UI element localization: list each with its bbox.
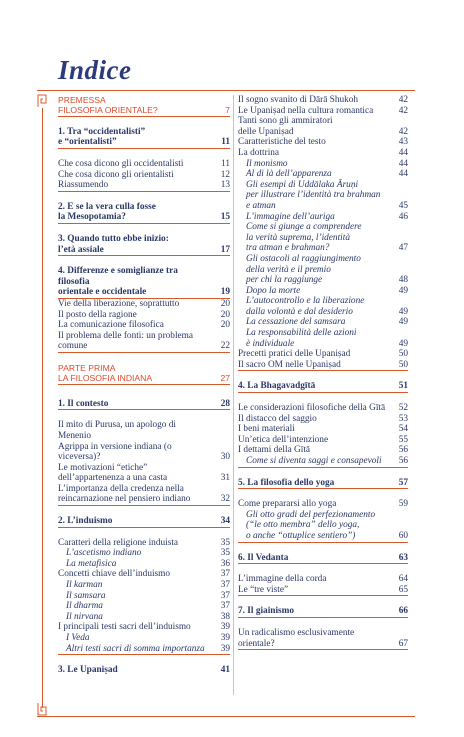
toc-entry[interactable] — [238, 180, 408, 212]
toc-right-column — [238, 95, 408, 650]
toc-entry-title: 3. Le Upaniṣad — [58, 665, 118, 676]
toc-entry-title: Le Upaniṣad nella cultura romantica — [238, 105, 374, 116]
toc-entry-page: 15 — [220, 212, 230, 223]
toc-entry-title: Un’etica dell’intenzione — [238, 434, 329, 445]
toc-entry-title: Un radicalismo esclusivamente orientale? — [238, 627, 355, 649]
toc-entry-title: Dopo la morte — [246, 285, 301, 296]
toc-entry-title: Le motivazioni “etiche” dell’appartenenza a una casta — [58, 462, 168, 484]
toc-entry[interactable] — [238, 222, 408, 254]
toc-entry[interactable] — [238, 169, 408, 180]
toc-entry-page: 49 — [398, 317, 408, 328]
toc-entry[interactable] — [58, 420, 230, 462]
toc-entry[interactable] — [58, 320, 230, 331]
toc-entry-title: L’ascetismo indiano — [66, 548, 142, 559]
toc-entry-title: 2. E se la vera culla fosse la Mesopotamia? — [58, 201, 156, 223]
toc-entry[interactable] — [238, 254, 408, 286]
toc-entry[interactable] — [238, 574, 408, 585]
toc-entry-title: L’immagine della corda — [238, 574, 327, 585]
toc-entry-title: Concetti chiave dell’induismo — [58, 569, 171, 580]
toc-entry[interactable] — [58, 665, 230, 676]
toc-entry-page: 55 — [398, 434, 408, 445]
toc-entry-title: I beni materiali — [238, 424, 295, 435]
toc-entry-title: Altri testi sacri di somma importanza — [66, 643, 205, 654]
toc-entry-page: 17 — [220, 244, 230, 255]
toc-entry[interactable] — [238, 360, 408, 372]
toc-entry-page: 42 — [398, 105, 408, 116]
toc-entry-page: 50 — [398, 359, 408, 370]
toc-entry-page: 53 — [398, 413, 408, 424]
toc-entry[interactable] — [58, 559, 230, 570]
toc-left-column — [58, 95, 230, 676]
toc-entry[interactable] — [238, 478, 408, 490]
toc-entry[interactable] — [58, 580, 230, 591]
toc-entry[interactable] — [58, 601, 230, 612]
toc-entry[interactable] — [58, 363, 230, 385]
toc-entry-title: Il karman — [66, 580, 103, 591]
toc-entry[interactable] — [238, 403, 408, 414]
toc-entry-title: Il posto della ragione — [58, 309, 137, 320]
toc-entry-title: Come si giunge a comprendere la verità suprema, l’identità tra atman e brahman? — [246, 222, 362, 254]
toc-entry-page: 63 — [398, 552, 408, 563]
toc-entry-page: 56 — [398, 456, 408, 466]
toc-entry[interactable] — [238, 424, 408, 435]
toc-entry-title: Gli ostacoli al raggiungimento della verità e il premio per chi la raggiunge — [246, 253, 361, 286]
toc-entry[interactable] — [238, 317, 408, 328]
toc-entry-title: Il dharma — [66, 601, 103, 612]
toc-entry-page: 37 — [220, 601, 230, 612]
toc-entry-title: 7. Il giainismo — [238, 606, 295, 617]
toc-entry[interactable] — [58, 622, 230, 633]
toc-entry-page: 41 — [220, 665, 230, 676]
toc-entry-page: 38 — [220, 611, 230, 622]
toc-entry-page: 30 — [220, 452, 230, 463]
toc-entry-page: 50 — [398, 349, 408, 360]
toc-entry-title: Precetti pratici delle Upaniṣad — [238, 349, 351, 360]
toc-entry-page: 42 — [398, 126, 408, 137]
toc-entry-title: 5. La filosofia dello yoga — [238, 477, 335, 488]
toc-entry-title: Il sogno svanito di Dārā Shukoh — [238, 95, 359, 105]
toc-entry[interactable] — [238, 510, 408, 543]
toc-entry-page: 20 — [220, 298, 230, 309]
toc-entry[interactable] — [58, 234, 230, 256]
toc-entry[interactable] — [238, 553, 408, 565]
toc-entry[interactable] — [238, 116, 408, 137]
toc-entry[interactable] — [238, 349, 408, 360]
toc-entry-page: 32 — [220, 494, 230, 505]
toc-entry-page: 20 — [220, 309, 230, 320]
toc-entry-page: 49 — [398, 306, 408, 317]
toc-entry[interactable] — [238, 106, 408, 117]
toc-entry-title: L’importanza della credenza nella reincarnazione nel pensiero indiano — [58, 483, 191, 505]
toc-entry-title: 1. Tra “occidentalisti” e “orientalisti” — [58, 126, 146, 148]
toc-entry[interactable] — [238, 148, 408, 159]
toc-entry[interactable] — [238, 499, 408, 510]
toc-entry[interactable] — [58, 310, 230, 321]
toc-entry-title: Il distacco del saggio — [238, 413, 317, 424]
toc-entry-page: 48 — [398, 275, 408, 286]
toc-entry[interactable] — [58, 548, 230, 559]
toc-entry-page: 42 — [398, 95, 408, 105]
toc-entry-title: I principali testi sacri dell’induismo — [58, 622, 191, 633]
toc-entry-page: 39 — [220, 622, 230, 633]
toc-entry-page: 37 — [220, 590, 230, 601]
toc-entry-page: 59 — [398, 499, 408, 510]
toc-entry-title: La metafisica — [66, 558, 117, 569]
toc-entry-page: 37 — [220, 580, 230, 591]
toc-entry-title: Al di là dell’apparenza — [246, 169, 332, 180]
toc-entry-page: 57 — [398, 477, 408, 488]
toc-entry-page: 11 — [221, 137, 230, 148]
toc-entry[interactable] — [238, 381, 408, 393]
toc-entry[interactable] — [238, 159, 408, 170]
toc-entry-title: Il problema delle fonti: un problema comune — [58, 330, 194, 352]
toc-entry-page: 35 — [220, 537, 230, 548]
toc-entry-title: Il monismo — [246, 158, 288, 169]
frame-left-rule — [42, 108, 43, 708]
toc-entry-title: Riassumendo — [58, 180, 109, 191]
toc-entry[interactable] — [238, 628, 408, 650]
toc-entry[interactable] — [238, 456, 408, 468]
toc-entry-page: 52 — [398, 403, 408, 414]
toc-entry[interactable] — [238, 328, 408, 349]
toc-entry[interactable] — [238, 435, 408, 446]
toc-entry[interactable] — [238, 212, 408, 223]
toc-entry[interactable] — [238, 296, 408, 317]
toc-entry-page: 27 — [220, 373, 230, 384]
toc-entry-page: 66 — [398, 606, 408, 617]
column-divider — [233, 95, 234, 695]
toc-entry-page: 39 — [220, 633, 230, 643]
toc-entry-title: 3. Quando tutto ebbe inizio: l’età assiale — [58, 233, 169, 255]
toc-entry[interactable] — [58, 538, 230, 549]
toc-entry-page: 35 — [220, 548, 230, 559]
toc-entry-page: 54 — [398, 424, 408, 435]
toc-entry-page: 60 — [398, 530, 408, 541]
toc-entry-page: 11 — [221, 159, 230, 169]
toc-entry-title: La responsabilità delle azioni è individuale — [246, 328, 357, 349]
toc-entry-page: 49 — [398, 338, 408, 349]
toc-entry-page: 67 — [398, 638, 408, 649]
toc-entry[interactable] — [58, 612, 230, 623]
toc-entry-page: 39 — [220, 643, 230, 654]
toc-entry-title: 2. L’induismo — [58, 516, 113, 527]
toc-entry-title: PREMESSA FILOSOFIA ORIENTALE? — [58, 95, 158, 116]
toc-entry-page: 46 — [398, 211, 408, 222]
frame-top-rule — [37, 90, 415, 91]
toc-entry-title: Le considerazioni filosofiche della Gītā — [238, 403, 386, 414]
toc-entry-title: Che cosa dicono gli orientalisti — [58, 169, 174, 180]
toc-entry[interactable] — [58, 516, 230, 528]
frame-bottom-rule — [37, 716, 415, 717]
toc-entry-title: Gli esempi di Uddālaka Āruṇi per illustrare l’identità tra brahman e atman — [246, 179, 381, 211]
toc-entry-page: 65 — [398, 584, 408, 595]
toc-entry-page: 13 — [220, 180, 230, 191]
toc-entry-title: La comunicazione filosofica — [58, 320, 164, 331]
meander-ornament-bottom — [37, 702, 47, 716]
toc-entry[interactable] — [58, 633, 230, 644]
toc-entry-page: 37 — [220, 569, 230, 580]
toc-entry[interactable] — [58, 463, 230, 484]
toc-entry[interactable] — [58, 266, 230, 299]
toc-entry-title: La cessazione del samsara — [246, 317, 346, 328]
toc-entry-title: L’autocontrollo e la liberazione dalla volontà e dal desiderio — [246, 296, 365, 317]
toc-entry[interactable] — [58, 399, 230, 411]
toc-entry-page: 31 — [220, 473, 230, 484]
toc-entry[interactable] — [58, 95, 230, 117]
toc-entry-title: 1. Il contesto — [58, 398, 109, 409]
toc-entry-page: 22 — [220, 341, 230, 352]
toc-entry[interactable] — [58, 299, 230, 310]
toc-entry-title: Il samsara — [66, 590, 106, 601]
toc-entry-page: 28 — [220, 398, 230, 409]
meander-ornament-top — [37, 94, 47, 108]
toc-entry-title: PARTE PRIMA LA FILOSOFIA INDIANA — [58, 362, 153, 384]
toc-entry[interactable] — [238, 137, 408, 148]
toc-entry[interactable] — [58, 484, 230, 506]
toc-entry[interactable] — [238, 606, 408, 618]
toc-entry-title: I Veda — [66, 633, 90, 643]
toc-entry[interactable] — [58, 180, 230, 192]
toc-entry-title: Come prepararsi allo yoga — [238, 499, 337, 510]
toc-entry-page: 12 — [220, 169, 230, 180]
toc-entry-page: 47 — [398, 243, 408, 254]
toc-entry-title: Il mito di Purusa, un apologo di Menenio Agrippa in versione indiana (o viceversa)? — [58, 420, 177, 463]
toc-entry[interactable] — [238, 585, 408, 597]
page-title: Indice — [58, 55, 132, 85]
toc-entry[interactable] — [238, 445, 408, 456]
toc-entry[interactable] — [238, 95, 408, 106]
toc-entry-page: 44 — [398, 147, 408, 158]
toc-entry-title: La dottrina — [238, 147, 280, 158]
toc-entry-title: Vie della liberazione, soprattutto — [58, 298, 180, 309]
toc-entry-title: Tanti sono gli ammiratori delle Upaniṣad — [238, 116, 333, 137]
toc-entry-page: 64 — [398, 574, 408, 585]
toc-entry[interactable] — [58, 331, 230, 353]
toc-entry[interactable] — [58, 644, 230, 656]
toc-entry-page: 45 — [398, 200, 408, 211]
toc-entry-title: Caratteristiche del testo — [238, 137, 326, 148]
toc-entry-page: 19 — [220, 287, 230, 298]
toc-entry[interactable] — [238, 414, 408, 425]
toc-entry-title: I dettami della Gītā — [238, 445, 311, 456]
toc-entry[interactable] — [58, 127, 230, 149]
toc-entry[interactable] — [58, 569, 230, 580]
toc-entry-title: Caratteri della religione induista — [58, 537, 179, 548]
toc-entry[interactable] — [58, 159, 230, 170]
toc-entry-title: Come si diventa saggi e consapevoli — [246, 456, 382, 466]
toc-entry[interactable] — [58, 591, 230, 602]
toc-entry-page: 51 — [398, 381, 408, 392]
toc-entry-page: 36 — [220, 558, 230, 569]
toc-entry-page: 34 — [220, 516, 230, 527]
toc-entry[interactable] — [238, 286, 408, 297]
toc-entry-title: 4. Differenze e somiglianze tra filosofia orientale e occidentale — [58, 266, 178, 298]
toc-entry-page: 43 — [398, 137, 408, 148]
toc-entry-title: Il nirvana — [66, 611, 103, 622]
toc-entry[interactable] — [58, 170, 230, 181]
toc-entry-title: 4. La Bhagavadgītā — [238, 381, 316, 392]
toc-entry-page: 44 — [398, 169, 408, 180]
toc-entry-page: 56 — [398, 445, 408, 456]
toc-entry-title: Il sacro OM nelle Upaniṣad — [238, 359, 341, 370]
toc-entry-title: L’immagine dell’auriga — [246, 211, 335, 222]
toc-entry-page: 20 — [220, 320, 230, 331]
toc-entry-page: 44 — [398, 158, 408, 169]
toc-entry-page: 7 — [225, 105, 230, 116]
toc-entry-title: 6. Il Vedanta — [238, 552, 289, 563]
toc-entry[interactable] — [58, 202, 230, 224]
toc-entry-title: Gli otto gradi del perfezionamento (“le otto membra” dello yoga, o anche “ottuplice sentiero”) — [246, 509, 376, 541]
toc-entry-title: Che cosa dicono gli occidentalisti — [58, 159, 184, 169]
toc-entry-page: 49 — [398, 285, 408, 296]
toc-entry-title: Le “tre viste” — [238, 584, 289, 595]
